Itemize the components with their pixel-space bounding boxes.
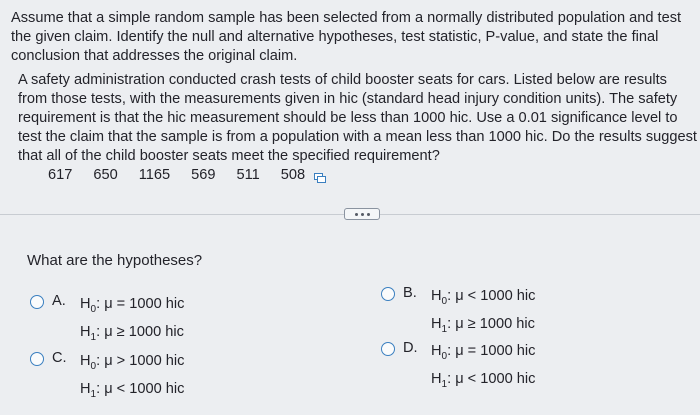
problem-statement: A safety administration conducted crash tests of child booster seats for cars. Listed below are results from those tests, with the measurements given in hic (standard head injury condition units). The safety requirement is that the hic measurement should be less than 1000 hic. Use a 0.01 significance level to test the claim that the sample is from a population with a mean less than 1000 hic. Do the results suggest that all of the child booster seats meet the specified requirement? xyxy=(18,72,697,164)
option-hypotheses: $H_0$: μ = 1000 hic $H_1$: μ < 1000 hic xyxy=(431,343,536,390)
null-hypothesis: μ < 1000 hic xyxy=(455,288,536,304)
option-hypotheses: $H_0$: μ = 1000 hic $H_1$: μ ≥ 1000 hic xyxy=(80,296,185,343)
answer-option-d[interactable] xyxy=(381,340,535,396)
radio-button[interactable] xyxy=(381,287,395,301)
null-hypothesis: μ = 1000 hic xyxy=(455,343,536,359)
alternative-hypothesis: μ ≥ 1000 hic xyxy=(455,315,535,332)
option-letter: A. xyxy=(52,293,66,309)
data-value: 650 xyxy=(93,167,118,183)
data-value: 1165 xyxy=(138,167,171,183)
radio-button[interactable] xyxy=(30,295,44,309)
null-hypothesis: μ > 1000 hic xyxy=(104,353,185,369)
copy-data-icon[interactable] xyxy=(314,171,326,181)
null-hypothesis: μ = 1000 hic xyxy=(104,296,185,312)
option-letter: D. xyxy=(403,340,418,356)
alternative-hypothesis: μ < 1000 hic xyxy=(455,370,536,387)
data-values xyxy=(48,167,326,183)
question-intro: Assume that a simple random sample has been selected from a normally distributed population and test the given claim. Identify the null and alternative hypotheses, test statistic, P-value, and state the final conclusion that addresses the original claim. xyxy=(11,10,682,64)
option-letter: C. xyxy=(52,350,67,366)
radio-button[interactable] xyxy=(30,352,44,366)
option-letter: B. xyxy=(403,285,417,301)
radio-button[interactable] xyxy=(381,342,395,356)
data-value: 511 xyxy=(236,167,260,183)
data-value: 508 xyxy=(280,167,306,183)
divider-handle-icon[interactable] xyxy=(344,208,380,220)
option-hypotheses: $H_0$: μ < 1000 hic $H_1$: μ ≥ 1000 hic xyxy=(431,288,536,335)
alternative-hypothesis: μ < 1000 hic xyxy=(104,380,185,397)
answer-option-b[interactable] xyxy=(381,285,535,341)
question-prompt: What are the hypotheses? xyxy=(27,252,203,269)
answer-option-c[interactable] xyxy=(30,350,184,406)
answer-option-a[interactable] xyxy=(30,293,184,349)
alternative-hypothesis: μ ≥ 1000 hic xyxy=(104,323,184,340)
data-value: 569 xyxy=(191,167,216,183)
data-value: 617 xyxy=(48,167,73,183)
option-hypotheses: $H_0$: μ > 1000 hic $H_1$: μ < 1000 hic xyxy=(80,353,185,400)
